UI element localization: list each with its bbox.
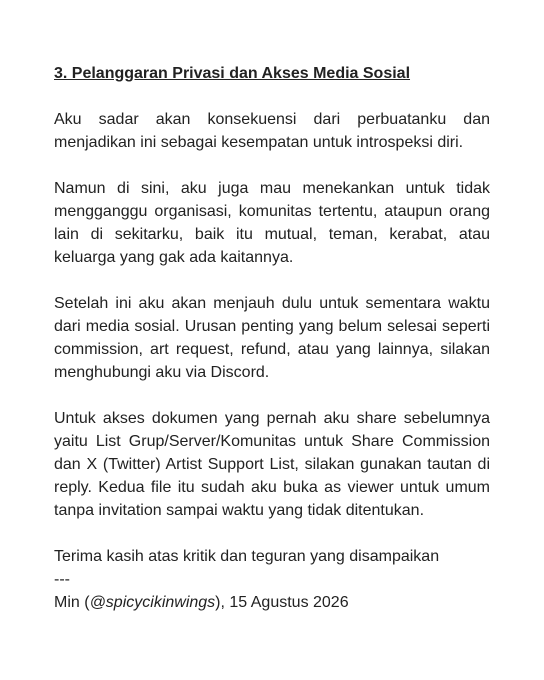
signature-prefix: Min ( [54,594,90,611]
paragraph-consequences: Aku sadar akan konsekuensi dari perbuatanku dan menjadikan ini sebagai kesempatan untuk introspeksi diri. [54,111,490,151]
closing-thanks: Terima kasih atas kritik dan teguran yang disampaikan [54,548,440,565]
section-heading: 3. Pelanggaran Privasi dan Akses Media Sosial [54,65,411,82]
paragraph-social-media-break: Setelah ini aku akan menjauh dulu untuk sementara waktu dari media sosial. Urusan penting yang belum selesai seperti commission, art request, refund, atau yang lainnya, silakan menghubungi aku via Discord. [54,295,490,381]
closing-separator: --- [54,571,70,588]
signature-line [54,591,490,614]
paragraph-document-access: Untuk akses dokumen yang pernah aku share sebelumnya yaitu List Grup/Server/Komunitas untuk Share Commission dan X (Twitter) Artist Support List, silakan gunakan tautan di reply. Kedua file itu sudah aku buka as viewer untuk umum tanpa invitation sampai waktu yang tidak ditentukan. [54,410,490,519]
author-handle: @spicycikinwings [89,594,216,611]
paragraph-do-not-disturb: Namun di sini, aku juga mau menekankan untuk tidak mengganggu organisasi, komunitas tertentu, ataupun orang lain di sekitarku, baik itu mutual, teman, kerabat, atau keluarga yang gak ada kaitannya. [54,180,490,266]
signature-date: ), 15 Agustus 2026 [215,594,349,611]
